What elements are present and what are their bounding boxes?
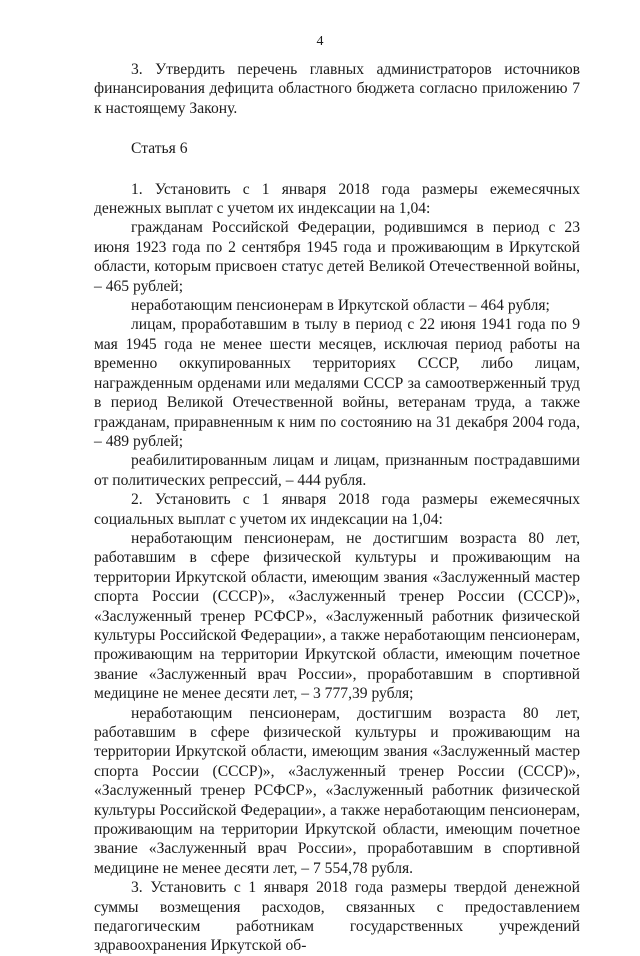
document-body <box>94 60 580 956</box>
paragraph-pensioners: неработающим пенсионерам в Иркутской области – 464 рубля; <box>131 297 550 315</box>
paragraph-3-budget-deficit: 3. Утвердить перечень главных администраторов источников финансирования дефицита областного бюджета согласно приложению 7 к настоящему Закону. <box>94 61 580 117</box>
paragraph-2-social-payments: 2. Установить с 1 января 2018 года размеры ежемесячных социальных выплат с учетом их индексации на 1,04: <box>94 491 580 528</box>
paragraph-sport-pensioners-under-80: неработающим пенсионерам, не достигшим возраста 80 лет, работавшим в сфере физической культуры и проживающим на территории Иркутской области, имеющим звания «Заслуженный мастер спорта России (СССР)», «Заслуженный тренер России (СССР)», «Заслуженный тренер РСФСР», «Заслуженный работник физической культуры Российской Федерации», а также неработающим пенсионерам, проживающим на территории Иркутской области, имеющим почетное звание «Заслуженный врач России», проработавшим в спортивной медицине не менее десяти лет, – 3 777,39 рубля; <box>94 529 580 703</box>
paragraph-children-of-war: гражданам Российской Федерации, родившимся в период с 23 июня 1923 года по 2 сентября 1945 года и проживающим в Иркутской области, которым присвоен статус детей Великой Отечественной войны, – 465 рублей; <box>94 219 580 295</box>
paragraph-1-monthly-payments: 1. Установить с 1 января 2018 года размеры ежемесячных денежных выплат с учетом их индексации на 1,04: <box>94 180 580 218</box>
page-number: 4 <box>316 34 324 49</box>
paragraph-sport-pensioners-over-80: неработающим пенсионерам, достигшим возраста 80 лет, работавшим в сфере физической культуры и проживающим на территории Иркутской области, имеющим звания «Заслуженный мастер спорта России (СССР)», «Заслуженный тренер России (СССР)», «Заслуженный тренер РСФСР», «Заслуженный работник физической культуры Российской Федерации», а также неработающим пенсионерам, проживающим на территории Иркутской области, имеющим почетное звание «Заслуженный врач России», проработавшим в спортивной медицине не менее десяти лет, – 7 554,78 рубля. <box>94 704 580 877</box>
paragraph-3-teachers-compensation: 3. Установить с 1 января 2018 года размеры твердой денежной суммы возмещения расходов, связанных с предоставлением педагогическим работникам государственных учреждений здравоохранения Иркутской об- <box>94 879 580 955</box>
paragraph-rehabilitated: реабилитированным лицам и лицам, признанным пострадавшими от политических репрессий, – 444 рубля. <box>94 452 580 489</box>
paragraph-home-front-workers: лицам, проработавшим в тылу в период с 22 июня 1941 года по 9 мая 1945 года не менее шести месяцев, исключая период работы на временно оккупированных территориях СССР, либо лицам, награжденным орденами или медалями СССР за самоотверженный труд в период Великой Отечественной войны, ветеранам труда, а также гражданам, приравненным к ним по состоянию на 31 декабря 2004 года, – 489 рублей; <box>94 316 580 450</box>
article-heading: Статья 6 <box>131 140 188 158</box>
